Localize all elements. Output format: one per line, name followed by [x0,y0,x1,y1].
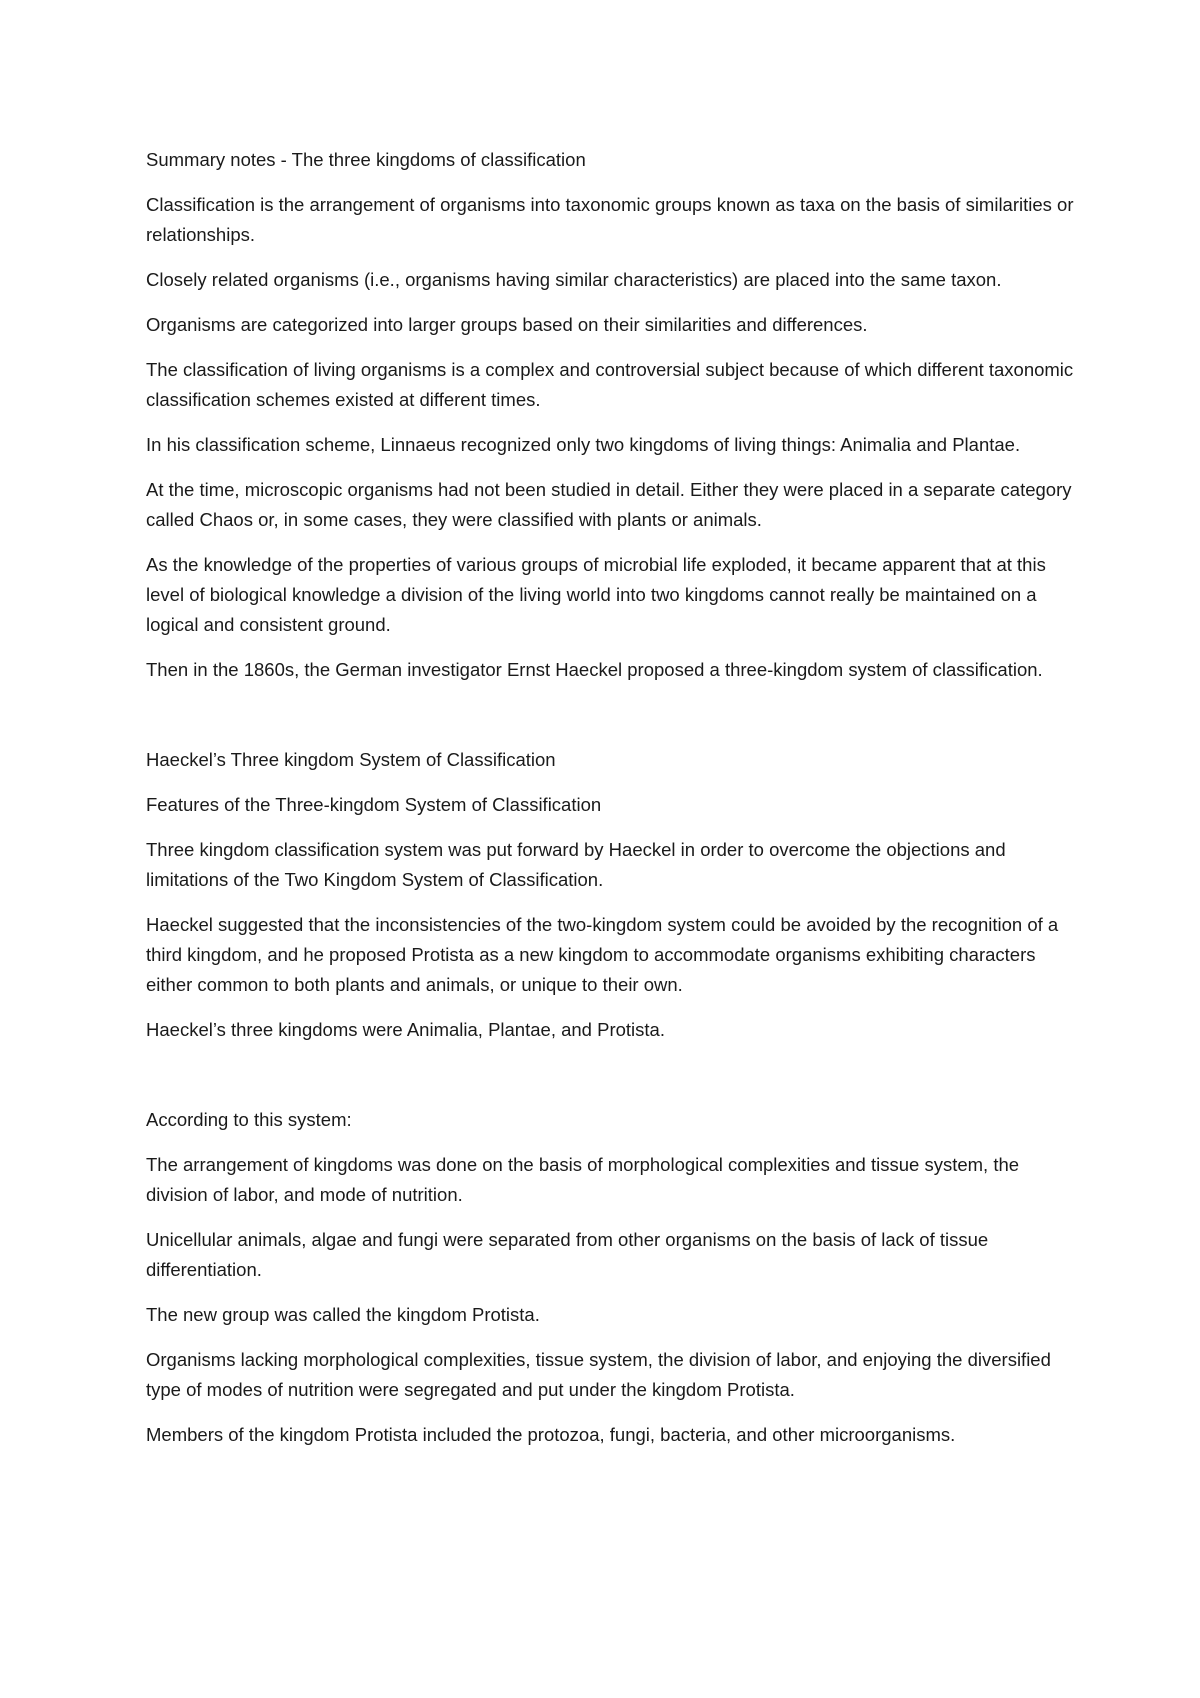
intro-paragraph: Classification is the arrangement of organisms into taxonomic groups known as taxa on the basis of similarities or relationships. [146,194,1074,245]
intro-paragraph: Then in the 1860s, the German investigator Ernst Haeckel proposed a three-kingdom system of classification. [146,659,1043,680]
haeckel-heading: Haeckel’s Three kingdom System of Classification [146,749,556,770]
document-title: Summary notes - The three kingdoms of classification [146,149,586,170]
section-spacer [146,1060,1076,1105]
haeckel-paragraph: Haeckel’s three kingdoms were Animalia, Plantae, and Protista. [146,1019,665,1040]
system-paragraph: Organisms lacking morphological complexities, tissue system, the division of labor, and enjoying the diversified type of modes of nutrition were segregated and put under the kingdom Protista. [146,1349,1051,1400]
system-paragraph: The new group was called the kingdom Protista. [146,1304,540,1325]
intro-paragraph: As the knowledge of the properties of various groups of microbial life exploded, it became apparent that at this level of biological knowledge a division of the living world into two kingdoms cannot really be maintained on a logical and consistent ground. [146,554,1046,635]
intro-paragraph: Organisms are categorized into larger groups based on their similarities and differences. [146,314,868,335]
document-body [146,145,1076,1465]
intro-paragraph: In his classification scheme, Linnaeus recognized only two kingdoms of living things: Animalia and Plantae. [146,434,1021,455]
features-heading: Features of the Three-kingdom System of Classification [146,794,602,815]
intro-paragraph: At the time, microscopic organisms had not been studied in detail. Either they were placed in a separate category called Chaos or, in some cases, they were classified with plants or animals. [146,479,1072,530]
system-paragraph: The arrangement of kingdoms was done on the basis of morphological complexities and tissue system, the division of labor, and mode of nutrition. [146,1154,1020,1205]
haeckel-paragraph: Haeckel suggested that the inconsistencies of the two-kingdom system could be avoided by the recognition of a third kingdom, and he proposed Protista as a new kingdom to accommodate organisms exhibiting characters either common to both plants and animals, or unique to their own. [146,914,1059,995]
system-paragraph: Unicellular animals, algae and fungi were separated from other organisms on the basis of lack of tissue differentiation. [146,1229,989,1280]
system-heading: According to this system: [146,1109,352,1130]
intro-paragraph: The classification of living organisms is a complex and controversial subject because of which different taxonomic classification schemes existed at different times. [146,359,1074,410]
system-paragraph: Members of the kingdom Protista included the protozoa, fungi, bacteria, and other microorganisms. [146,1424,956,1445]
intro-paragraph: Closely related organisms (i.e., organisms having similar characteristics) are placed into the same taxon. [146,269,1002,290]
section-spacer [146,700,1076,745]
haeckel-paragraph: Three kingdom classification system was put forward by Haeckel in order to overcome the objections and limitations of the Two Kingdom System of Classification. [146,839,1006,890]
